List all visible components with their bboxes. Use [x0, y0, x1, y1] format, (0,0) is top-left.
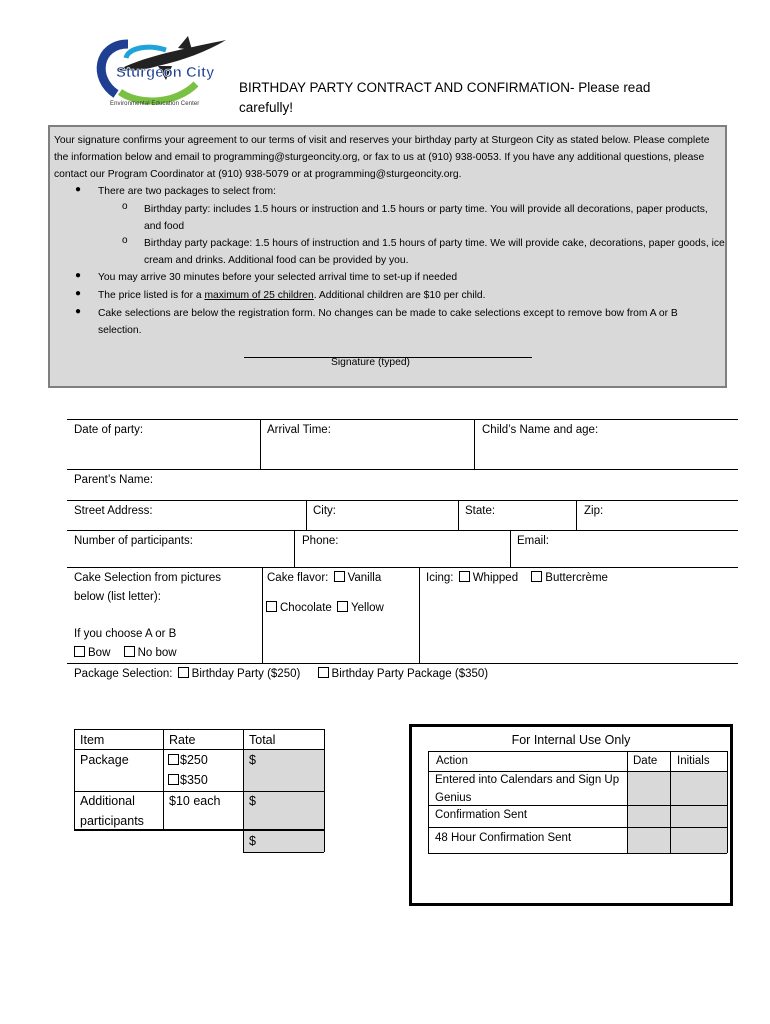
internal-row-calendar: Entered into Calendars and Sign Up Genius — [435, 774, 620, 804]
bullet: ● — [75, 288, 82, 299]
page-title: BIRTHDAY PARTY CONTRACT AND CONFIRMATION- Please read carefully! — [239, 80, 651, 115]
choose-ab-label: If you choose A or B — [74, 628, 177, 640]
agreement-intro: Your signature confirms your agreement to our terms of visit and reserves your birthday party at Sturgeon City as stated below. Please complete the information below and email to programming@sturgeoncity.org, or fax to us at (910) 938-0053. If you have any additional questions, please contact our Program Coordinator at (910) 938-5079 or at programming@sturgeoncity.org. — [54, 135, 710, 180]
whipped-checkbox[interactable] — [459, 571, 470, 582]
table-line — [428, 853, 727, 854]
internal-header-initials: Initials — [677, 755, 710, 767]
bullet: ● — [75, 270, 82, 281]
internal-row-48hr: 48 Hour Confirmation Sent — [435, 832, 572, 844]
form-line — [294, 530, 295, 567]
table-line — [670, 751, 671, 853]
form-line — [67, 500, 738, 501]
table-line — [727, 751, 728, 853]
cake-note: Cake selections are below the registration form. No changes can be made to cake selections except to remove bow from A or B selection. — [98, 308, 678, 336]
city-field[interactable]: City: — [313, 505, 336, 517]
table-line — [243, 852, 324, 853]
form-line — [67, 663, 738, 664]
bow-options: Bow No bow — [72, 644, 177, 663]
additional-total[interactable]: $ — [249, 794, 256, 808]
sub-bullet: o — [122, 201, 128, 212]
internal-row-confirmation: Confirmation Sent — [435, 809, 528, 821]
participants-field[interactable]: Number of participants: — [74, 535, 193, 547]
childs-name-field[interactable]: Child’s Name and age: — [482, 424, 599, 436]
col-header-total: Total — [249, 733, 276, 747]
rate-each: $10 each — [169, 794, 221, 808]
form-line — [576, 500, 577, 530]
icing-options: Icing: Whipped Buttercrème — [426, 572, 608, 584]
bullet: ● — [75, 306, 82, 317]
price-note: The price listed is for a maximum of 25 children. Additional children are $10 per child. — [98, 290, 486, 301]
form-line — [67, 419, 738, 420]
table-line — [324, 729, 325, 852]
table-line — [428, 751, 429, 853]
table-line — [627, 751, 628, 853]
rate-250-checkbox[interactable] — [168, 754, 179, 765]
cake-flavor-options-2: Chocolate Yellow — [266, 599, 384, 618]
package-1-desc: Birthday party: includes 1.5 hours or instruction and 1.5 hours or party time. You will provide all decorations, paper products, and food — [144, 204, 708, 232]
additional-label: Additional participants — [80, 794, 144, 828]
grand-total[interactable]: $ — [249, 834, 256, 848]
arrival-time-field[interactable]: Arrival Time: — [267, 424, 331, 436]
sturgeon-city-logo — [88, 26, 230, 112]
birthday-package-checkbox[interactable] — [318, 667, 329, 678]
packages-intro: There are two packages to select from: — [98, 186, 276, 197]
form-line — [419, 567, 420, 663]
form-line — [67, 530, 738, 531]
date-of-party-field[interactable]: Date of party: — [74, 424, 144, 436]
logo-subtitle: Environmental Education Center — [110, 101, 200, 107]
form-line — [67, 469, 738, 470]
bow-checkbox[interactable] — [74, 646, 85, 657]
svg-text:Sturgeon City: Sturgeon City — [116, 64, 215, 81]
arrive-note: You may arrive 30 minutes before your selected arrival time to set-up if needed — [98, 272, 458, 283]
cake-selection-field[interactable]: Cake Selection from pictures below (list letter): — [74, 572, 222, 603]
internal-header-action: Action — [436, 755, 468, 767]
no-bow-checkbox[interactable] — [124, 646, 135, 657]
table-line — [74, 729, 324, 730]
email-field[interactable]: Email: — [517, 535, 549, 547]
rate-250-option: $250 — [168, 750, 208, 770]
signature-label: Signature (typed) — [331, 357, 410, 368]
form-line — [306, 500, 307, 530]
internal-cells-fill — [627, 771, 727, 853]
table-line — [243, 729, 244, 852]
form-line — [474, 419, 475, 469]
form-line — [260, 419, 261, 469]
phone-field[interactable]: Phone: — [302, 535, 339, 547]
internal-header-date: Date — [633, 755, 658, 767]
form-line — [67, 567, 738, 568]
package-label: Package — [80, 753, 129, 767]
col-header-rate: Rate — [169, 733, 196, 747]
form-line — [262, 567, 263, 663]
table-line — [74, 729, 75, 829]
parents-name-field[interactable]: Parent’s Name: — [74, 474, 154, 486]
bullet: ● — [75, 184, 82, 195]
birthday-party-checkbox[interactable] — [178, 667, 189, 678]
table-line — [428, 827, 727, 828]
sub-bullet: o — [122, 235, 128, 246]
internal-title: For Internal Use Only — [511, 733, 631, 747]
form-line — [458, 500, 459, 530]
cake-flavor-options: Cake flavor: Vanilla — [267, 572, 382, 584]
package-selection: Package Selection: Birthday Party ($250) Birthday Party Package ($350) — [74, 668, 489, 680]
state-field[interactable]: State: — [465, 505, 496, 517]
yellow-checkbox[interactable] — [337, 601, 348, 612]
rate-350-checkbox[interactable] — [168, 774, 179, 785]
package-2-desc: Birthday party package: 1.5 hours of instruction and 1.5 hours of party time. We will provide cake, decorations, paper goods, ice cream and drinks. Additional food can be provided by you. — [144, 238, 725, 266]
package-total[interactable]: $ — [249, 753, 256, 767]
form-line — [510, 530, 511, 567]
zip-field[interactable]: Zip: — [584, 505, 604, 517]
chocolate-checkbox[interactable] — [266, 601, 277, 612]
street-address-field[interactable]: Street Address: — [74, 505, 153, 517]
col-header-item: Item — [80, 733, 105, 747]
vanilla-checkbox[interactable] — [334, 571, 345, 582]
table-line — [163, 729, 164, 829]
buttercreme-checkbox[interactable] — [531, 571, 542, 582]
rate-350-option: $350 — [168, 770, 208, 790]
